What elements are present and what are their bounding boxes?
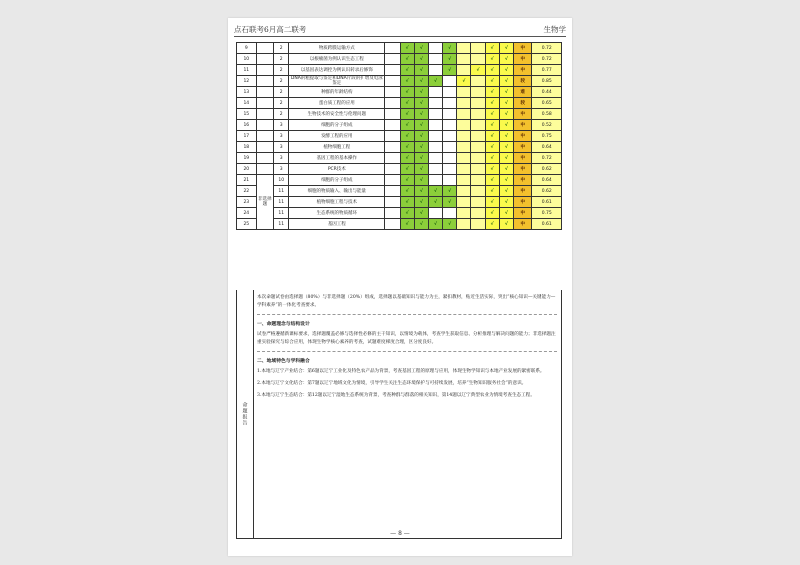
check-mark: √ (400, 153, 414, 164)
check-mark: √ (414, 197, 428, 208)
section-1-body: 试卷严格遵循新课标要求，选择题覆盖必修与选择性必修的主干知识，以情境为载体，考查学生获取信息、分析推理与解决问题的能力；非选择题注重实验探究与综合应用，体现生物学核心素养的考查，试题难度梯度合理，区分度良好。 (257, 332, 556, 345)
expected-score: 0.65 (532, 98, 562, 109)
empty-cell (428, 175, 442, 186)
difficulty-cell: 中 (513, 197, 532, 208)
check-mark: √ (414, 208, 428, 219)
check-mark: √ (400, 142, 414, 153)
check-mark: √ (485, 208, 499, 219)
knowledge-point: 植物细胞工程 (289, 142, 385, 153)
check-mark: √ (400, 120, 414, 131)
knowledge-point: 蛋白质工程的应用 (289, 98, 385, 109)
empty-cell (385, 219, 400, 230)
table-row (237, 142, 562, 153)
empty-cell (385, 153, 400, 164)
knowledge-point: PCR技术 (289, 164, 385, 175)
check-mark: √ (499, 87, 513, 98)
empty-cell (385, 65, 400, 76)
difficulty-cell: 中 (513, 219, 532, 230)
empty-cell (428, 87, 442, 98)
table-row (237, 219, 562, 230)
empty-cell (471, 98, 485, 109)
empty-cell (385, 120, 400, 131)
difficulty-cell: 中 (513, 142, 532, 153)
empty-cell (428, 131, 442, 142)
empty-cell (457, 153, 471, 164)
table-row (237, 175, 562, 186)
table-row (237, 164, 562, 175)
empty-cell (471, 76, 485, 87)
empty-cell (428, 120, 442, 131)
group-cell (256, 131, 273, 142)
check-mark: √ (414, 98, 428, 109)
empty-cell (471, 120, 485, 131)
check-mark: √ (499, 109, 513, 120)
check-mark: √ (443, 219, 457, 230)
empty-cell (457, 186, 471, 197)
difficulty-cell: 中 (513, 43, 532, 54)
question-number: 24 (237, 208, 257, 219)
empty-cell (443, 98, 457, 109)
table-row (237, 186, 562, 197)
check-mark: √ (443, 54, 457, 65)
question-number: 11 (237, 65, 257, 76)
question-score: 2 (274, 87, 289, 98)
question-number: 12 (237, 76, 257, 87)
empty-cell (443, 120, 457, 131)
empty-cell (471, 54, 485, 65)
group-cell (256, 87, 273, 98)
difficulty-cell: 中 (513, 186, 532, 197)
empty-cell (428, 43, 442, 54)
empty-cell (457, 54, 471, 65)
expected-score: 0.72 (532, 54, 562, 65)
question-score: 3 (274, 142, 289, 153)
empty-cell (385, 164, 400, 175)
empty-cell (471, 43, 485, 54)
question-number: 21 (237, 175, 257, 186)
knowledge-point: DNA的粗提取与鉴定和DNA片段的扩增及电泳鉴定 (289, 76, 385, 87)
check-mark: √ (499, 131, 513, 142)
empty-cell (443, 208, 457, 219)
empty-cell (428, 153, 442, 164)
knowledge-point: 基因工程的基本操作 (289, 153, 385, 164)
check-mark: √ (414, 54, 428, 65)
check-mark: √ (485, 175, 499, 186)
empty-cell (385, 43, 400, 54)
check-mark: √ (414, 65, 428, 76)
table-row (237, 76, 562, 87)
check-mark: √ (499, 54, 513, 65)
section-2-title: 二、地域特色与学科融合 (257, 358, 310, 364)
group-cell (256, 76, 273, 87)
question-number: 17 (237, 131, 257, 142)
header-subject: 生物学 (543, 25, 566, 34)
knowledge-point: 植物细胞工程与技术 (289, 197, 385, 208)
check-mark: √ (499, 153, 513, 164)
expected-score: 0.72 (532, 153, 562, 164)
page-number: — 8 — (390, 530, 410, 537)
check-mark: √ (485, 197, 499, 208)
check-mark: √ (457, 76, 471, 87)
question-number: 22 (237, 186, 257, 197)
empty-cell (471, 131, 485, 142)
question-score: 2 (274, 76, 289, 87)
table-row (237, 98, 562, 109)
empty-cell (457, 98, 471, 109)
empty-cell (471, 153, 485, 164)
analysis-section (236, 290, 562, 539)
document-page (228, 18, 572, 556)
empty-cell (428, 164, 442, 175)
knowledge-point: 细胞的分子组成 (289, 120, 385, 131)
check-mark: √ (499, 142, 513, 153)
difficulty-cell: 中 (513, 109, 532, 120)
check-mark: √ (400, 109, 414, 120)
empty-cell (457, 164, 471, 175)
group-cell (256, 164, 273, 175)
check-mark: √ (400, 208, 414, 219)
empty-cell (457, 208, 471, 219)
difficulty-cell: 中 (513, 120, 532, 131)
question-score: 2 (274, 43, 289, 54)
table-row (237, 208, 562, 219)
check-mark: √ (485, 65, 499, 76)
check-mark: √ (485, 43, 499, 54)
empty-cell (457, 197, 471, 208)
check-mark: √ (485, 98, 499, 109)
check-mark: √ (400, 87, 414, 98)
check-mark: √ (499, 197, 513, 208)
question-number: 18 (237, 142, 257, 153)
empty-cell (385, 131, 400, 142)
check-mark: √ (485, 164, 499, 175)
group-cell (256, 142, 273, 153)
check-mark: √ (414, 43, 428, 54)
analysis-body (257, 294, 557, 404)
expected-score: 0.52 (532, 120, 562, 131)
check-mark: √ (443, 65, 457, 76)
question-score: 11 (274, 186, 289, 197)
question-number: 9 (237, 43, 257, 54)
table-row (237, 153, 562, 164)
empty-cell (457, 87, 471, 98)
empty-cell (471, 142, 485, 153)
question-number: 25 (237, 219, 257, 230)
empty-cell (471, 208, 485, 219)
knowledge-point: 种群的年龄结构 (289, 87, 385, 98)
question-score: 2 (274, 98, 289, 109)
question-number: 16 (237, 120, 257, 131)
table-row (237, 109, 562, 120)
question-score: 11 (274, 197, 289, 208)
check-mark: √ (414, 164, 428, 175)
expected-score: 0.62 (532, 186, 562, 197)
knowledge-point: 生态系统的物质循环 (289, 208, 385, 219)
analysis-label: 命题报告 (237, 290, 254, 538)
knowledge-point: 细胞的物质输入、输出与能量 (289, 186, 385, 197)
check-mark: √ (414, 87, 428, 98)
check-mark: √ (485, 54, 499, 65)
question-number: 14 (237, 98, 257, 109)
expected-score: 0.77 (532, 65, 562, 76)
empty-cell (385, 208, 400, 219)
expected-score: 0.58 (532, 109, 562, 120)
check-mark: √ (400, 65, 414, 76)
question-number: 20 (237, 164, 257, 175)
empty-cell (471, 109, 485, 120)
check-mark: √ (400, 76, 414, 87)
question-score: 2 (274, 109, 289, 120)
expected-score: 0.85 (532, 76, 562, 87)
question-score: 2 (274, 65, 289, 76)
empty-cell (457, 65, 471, 76)
check-mark: √ (414, 142, 428, 153)
check-mark: √ (485, 186, 499, 197)
check-mark: √ (499, 219, 513, 230)
empty-cell (457, 43, 471, 54)
question-score: 11 (274, 219, 289, 230)
check-mark: √ (428, 186, 442, 197)
group-cell (256, 153, 273, 164)
check-mark: √ (499, 65, 513, 76)
check-mark: √ (414, 76, 428, 87)
empty-cell (443, 87, 457, 98)
empty-cell (428, 98, 442, 109)
check-mark: √ (414, 153, 428, 164)
knowledge-point: 以根瘤菌为例认识生态工程 (289, 54, 385, 65)
empty-cell (471, 175, 485, 186)
check-mark: √ (414, 109, 428, 120)
expected-score: 0.64 (532, 175, 562, 186)
question-number: 23 (237, 197, 257, 208)
check-mark: √ (400, 131, 414, 142)
check-mark: √ (428, 197, 442, 208)
empty-cell (457, 131, 471, 142)
question-number: 15 (237, 109, 257, 120)
empty-cell (443, 175, 457, 186)
empty-cell (385, 76, 400, 87)
question-number: 13 (237, 87, 257, 98)
check-mark: √ (485, 219, 499, 230)
expected-score: 0.75 (532, 208, 562, 219)
group-label: 非选择题 (256, 175, 273, 230)
empty-cell (457, 120, 471, 131)
group-cell (256, 43, 273, 54)
question-number: 10 (237, 54, 257, 65)
empty-cell (471, 186, 485, 197)
difficulty-cell: 中 (513, 153, 532, 164)
check-mark: √ (499, 98, 513, 109)
knowledge-point: 细胞的分子组成 (289, 175, 385, 186)
empty-cell (443, 76, 457, 87)
expected-score: 0.61 (532, 219, 562, 230)
table-row (237, 54, 562, 65)
question-score: 3 (274, 131, 289, 142)
group-cell (256, 65, 273, 76)
knowledge-point: 生物技术的安全性与伦理问题 (289, 109, 385, 120)
difficulty-cell: 中 (513, 164, 532, 175)
check-mark: √ (499, 76, 513, 87)
empty-cell (457, 219, 471, 230)
empty-cell (457, 109, 471, 120)
question-score: 3 (274, 164, 289, 175)
empty-cell (428, 142, 442, 153)
check-mark: √ (400, 186, 414, 197)
check-mark: √ (443, 43, 457, 54)
table-row (237, 197, 562, 208)
check-mark: √ (485, 142, 499, 153)
expected-score: 0.75 (532, 131, 562, 142)
check-mark: √ (400, 219, 414, 230)
empty-cell (443, 109, 457, 120)
question-score: 3 (274, 120, 289, 131)
expected-score: 0.62 (532, 164, 562, 175)
difficulty-cell: 中 (513, 131, 532, 142)
empty-cell (428, 54, 442, 65)
check-mark: √ (400, 197, 414, 208)
point-1: 1.本地与辽宁产业结合：第6题以辽宁工业化及特色农产品为背景，考查基因工程的原理与应用，体现生物学知识与本地产业发展的紧密联系。 (257, 369, 545, 374)
empty-cell (443, 164, 457, 175)
table-row (237, 87, 562, 98)
difficulty-cell: 中 (513, 65, 532, 76)
section-1-title: 一、命题理念与结构设计 (257, 321, 310, 327)
empty-cell (428, 65, 442, 76)
point-2: 2.本地与辽宁文化结合：第7题以辽宁地域文化为情境，引导学生关注生态环境保护与可持续发展，培养“生物知识服务社会”的意识。 (257, 381, 527, 386)
empty-cell (443, 131, 457, 142)
point-3: 3.本地与辽宁生态结合：第12题以辽宁湿地生态系统为背景，考查种群与群落的相关知识，第14题以辽宁典型农业为情境考查生态工程。 (257, 393, 535, 398)
check-mark: √ (499, 120, 513, 131)
check-mark: √ (499, 208, 513, 219)
check-mark: √ (499, 175, 513, 186)
knowledge-point: 以基因表达调控为例认识转录后修饰 (289, 65, 385, 76)
check-mark: √ (485, 153, 499, 164)
header-exam-title: 点石联考6月高二联考 (234, 25, 307, 34)
table-row (237, 131, 562, 142)
empty-cell (471, 87, 485, 98)
difficulty-cell: 较 (513, 98, 532, 109)
empty-cell (385, 175, 400, 186)
group-cell (256, 54, 273, 65)
empty-cell (385, 98, 400, 109)
analysis-intro: 本次命题试卷由选择题（80%）与非选择题（20%）组成，选择题以基础知识与能力为主，紧扣教材，贴近生活实际，突出“核心知识—关键能力—学科素养”的一体化考查要求。 (257, 295, 556, 308)
check-mark: √ (499, 164, 513, 175)
check-mark: √ (414, 131, 428, 142)
table-row (237, 120, 562, 131)
difficulty-cell: 中 (513, 208, 532, 219)
check-mark: √ (485, 87, 499, 98)
check-mark: √ (499, 43, 513, 54)
check-mark: √ (428, 76, 442, 87)
empty-cell (457, 142, 471, 153)
empty-cell (471, 164, 485, 175)
table-row (237, 43, 562, 54)
page-header (234, 20, 566, 37)
group-cell (256, 109, 273, 120)
empty-cell (385, 197, 400, 208)
group-cell (256, 98, 273, 109)
check-mark: √ (428, 219, 442, 230)
check-mark: √ (400, 175, 414, 186)
empty-cell (428, 208, 442, 219)
knowledge-point: 基因工程 (289, 219, 385, 230)
empty-cell (385, 186, 400, 197)
check-mark: √ (485, 76, 499, 87)
check-mark: √ (471, 65, 485, 76)
empty-cell (385, 142, 400, 153)
question-score: 3 (274, 153, 289, 164)
spec-table (236, 42, 562, 230)
question-score: 2 (274, 54, 289, 65)
check-mark: √ (400, 164, 414, 175)
check-mark: √ (400, 98, 414, 109)
check-mark: √ (400, 43, 414, 54)
empty-cell (428, 109, 442, 120)
expected-score: 0.61 (532, 197, 562, 208)
check-mark: √ (414, 186, 428, 197)
group-cell (256, 120, 273, 131)
empty-cell (385, 54, 400, 65)
expected-score: 0.44 (532, 87, 562, 98)
difficulty-cell: 难 (513, 87, 532, 98)
question-number: 19 (237, 153, 257, 164)
check-mark: √ (400, 54, 414, 65)
check-mark: √ (485, 131, 499, 142)
check-mark: √ (485, 109, 499, 120)
knowledge-point: 物质跨膜运输方式 (289, 43, 385, 54)
table-row (237, 65, 562, 76)
knowledge-point: 发酵工程的应用 (289, 131, 385, 142)
empty-cell (385, 109, 400, 120)
check-mark: √ (414, 175, 428, 186)
difficulty-cell: 较 (513, 76, 532, 87)
empty-cell (471, 219, 485, 230)
empty-cell (471, 197, 485, 208)
expected-score: 0.64 (532, 142, 562, 153)
difficulty-cell: 中 (513, 54, 532, 65)
check-mark: √ (485, 120, 499, 131)
difficulty-cell: 中 (513, 175, 532, 186)
empty-cell (457, 175, 471, 186)
expected-score: 0.72 (532, 43, 562, 54)
empty-cell (385, 87, 400, 98)
check-mark: √ (414, 219, 428, 230)
check-mark: √ (414, 120, 428, 131)
empty-cell (443, 142, 457, 153)
question-score: 11 (274, 208, 289, 219)
question-score: 10 (274, 175, 289, 186)
check-mark: √ (443, 197, 457, 208)
check-mark: √ (499, 186, 513, 197)
check-mark: √ (443, 186, 457, 197)
empty-cell (443, 153, 457, 164)
